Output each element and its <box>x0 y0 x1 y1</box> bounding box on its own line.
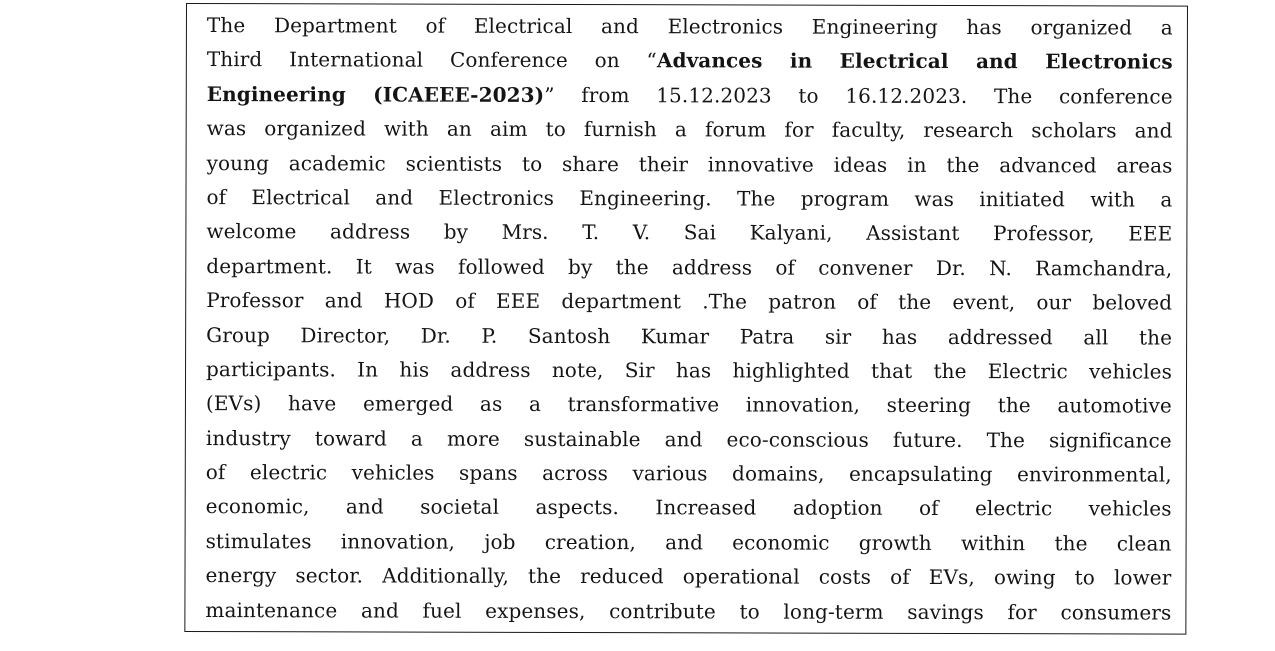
text-run: ” from 15.12.2023 to 16.12.2023. The conference <box>544 82 1173 109</box>
text-line <box>207 42 1173 79</box>
text-line <box>206 421 1172 458</box>
text-line <box>207 77 1173 114</box>
text-line <box>206 180 1172 217</box>
text-line <box>206 386 1172 423</box>
text-run: stimulates innovation, job creation, and economic growth within the clean <box>205 528 1172 556</box>
text-box-border <box>184 3 1188 635</box>
text-run: energy sector. Additionally, the reduced operational costs of EVs, owing to lower <box>205 563 1172 590</box>
text-run: welcome address by Mrs. T. V. Sai Kalyani, Assistant Professor, EEE <box>206 219 1173 246</box>
text-run: of electric vehicles spans across various domains, encapsulating environmental, <box>205 460 1172 487</box>
text-line <box>206 214 1172 251</box>
text-run: maintenance and fuel expenses, contribute to long-term savings for consumers <box>205 597 1172 625</box>
bold-text-run: Advances in Electrical and Electronics <box>656 48 1173 74</box>
text-line <box>206 318 1172 355</box>
text-run: industry toward a more sustainable and eco-conscious future. The significance <box>205 425 1172 453</box>
text-line <box>207 8 1173 45</box>
text-run: (EVs) have emerged as a transformative innovation, steering the automotive <box>205 391 1172 418</box>
text-line <box>206 524 1172 561</box>
text-line <box>206 490 1172 527</box>
text-line <box>207 111 1173 148</box>
text-run: The Department of Electrical and Electronics Engineering has organized a <box>206 13 1173 40</box>
text-run: department. It was followed by the address of convener Dr. N. Ramchandra, <box>206 253 1173 281</box>
text-run: was organized with an aim to furnish a forum for faculty, research scholars and <box>206 116 1173 143</box>
bold-text-run: Engineering (ICAEEE-2023) <box>206 81 545 107</box>
text-run: young academic scientists to share their innovative ideas in the advanced areas <box>206 150 1173 178</box>
text-line <box>206 455 1172 492</box>
text-line <box>206 352 1172 389</box>
text-line <box>205 593 1171 630</box>
text-line <box>206 249 1172 286</box>
text-run: economic, and societal aspects. Increased adoption of electric vehicles <box>205 494 1172 522</box>
text-line <box>207 146 1173 183</box>
conference-report-paragraph <box>205 8 1173 630</box>
text-run: participants. In his address note, Sir has highlighted that the Electric vehicles <box>206 356 1172 384</box>
text-line <box>205 558 1171 595</box>
text-line <box>206 283 1172 320</box>
text-run: Professor and HOD of EEE department .The patron of the event, our beloved <box>206 288 1173 315</box>
text-run: Group Director, Dr. P. Santosh Kumar Patra sir has addressed all the <box>206 322 1173 350</box>
text-run: Third International Conference on “ <box>206 47 657 73</box>
text-run: of Electrical and Electronics Engineering. The program was initiated with a <box>206 185 1173 212</box>
